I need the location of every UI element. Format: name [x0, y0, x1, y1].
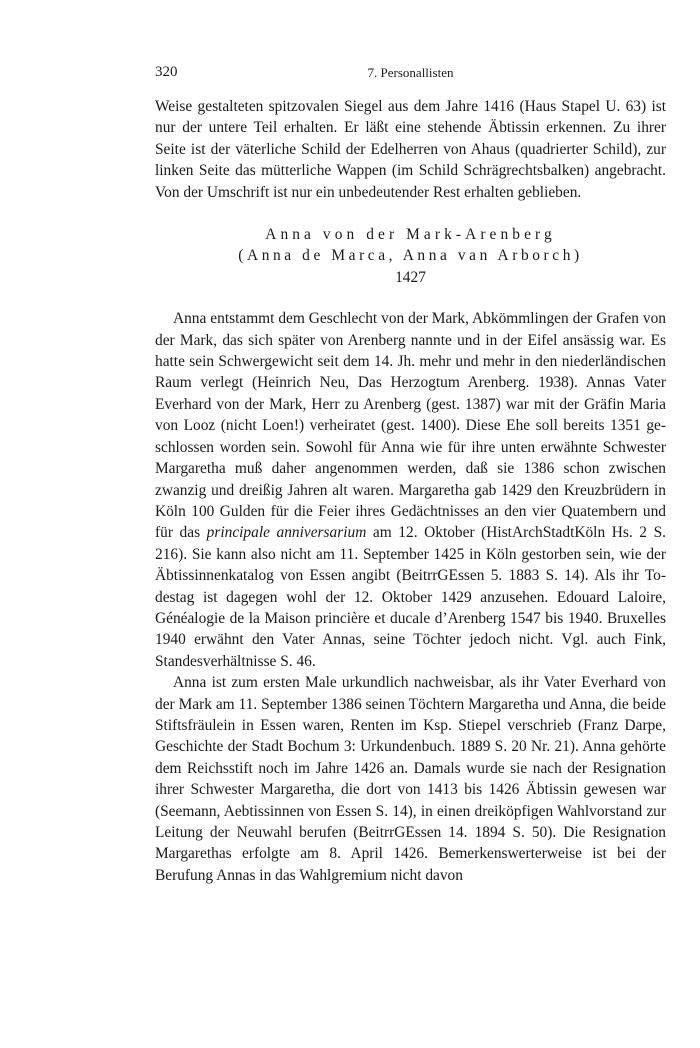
paragraph-family-text-2: am 12. Oktober (HistArchStadtKöln Hs. 2 S. 216). Sie kann also nicht am 11. September 1425 in Köln gestorben sein, wie der Äbtissinnenkatalog von Essen angibt (BeitrrGEssen 5. 1883 S. 14). Als ihr Todestag ist dagegen wohl der 12. Oktober 1429 anzusehen. Edouard Laloire, Généalogie de la Maison princière et ducale d’Arenberg 1547 bis 1940. Bruxelles 1940 erwähnt den Vater Annas, seine Töchter jedoch nicht. Vgl. auch Fink, Standesverhältnisse S. 46. [155, 524, 666, 670]
entry-heading [155, 224, 666, 288]
intro-paragraph: Weise gestalteten spitzovalen Siegel aus dem Jahre 1416 (Haus Stapel U. 63) ist nur der untere Teil erhalten. Er läßt eine stehende Äbtissin erkennen. Zu ihrer Seite ist der väterliche Schild der Edelherren von Ahaus (quadrierter Schild), zur linken Seite das mütterliche Wappen (im Schild Schrägrechtsbalken) angebracht. Von der Umschrift ist nur ein unbedeutender Rest erhalten geblieben. [155, 98, 666, 201]
book-page [155, 64, 666, 886]
entry-year: 1427 [395, 268, 426, 286]
paragraph-family-text-1: Anna entstammt dem Geschlecht von der Mark, Abkömmlingen der Grafen von der Mark, das sich später von Arenberg nannte und in der Eifel ansässig war. Es hatte sein Schwergewicht seit dem 14. Jh. mehr und mehr in den niederländischen Raum verlegt (Heinrich Neu, Das Herzogtum Arenberg. 1938). Annas Vater Everhard von der Mark, Herr zu Arenberg (gest. 1387) war mit der Gräfin Maria von Looz (nicht Loen!) verheiratet (gest. 1400). Diese Ehe soll bereits 1351 geschlossen worden sein. Sowohl für Anna wie für ihre unten erwähnte Schwester Margaretha muß daher angenommen werden, daß sie 1386 schon zwischen zwanzig und dreißig Jahren alt waren. Margaretha gab 1429 den Kreuzbrüdern in Köln 100 Gulden für die Feier ihres Gedächtnisses an den vier Quatembern und für das [155, 310, 666, 542]
entry-name: Anna von der Mark-Arenberg [265, 226, 556, 244]
running-head [155, 64, 666, 86]
page-number: 320 [155, 64, 178, 80]
paragraph-family [155, 308, 666, 672]
paragraph-records: Anna ist zum ersten Male urkundlich nachweisbar, als ihr Vater Everhard von der Mark am 11. September 1386 seinen Töchtern Margaretha und Anna, die beide Stiftsfräulein in Essen waren, Renten im Ksp. Stiepel verschrieb (Franz Darpe, Geschichte der Stadt Bochum 3: Urkundenbuch. 1889 S. 20 Nr. 21). Anna gehörte dem Reichsstift noch im Jahre 1426 an. Damals wurde sie nach der Resignation ihrer Schwester Margaretha, die dort von 1413 bis 1426 Äbtissin gewesen war (Seemann, Aebtissinnen von Essen S. 14), in einen dreiköpfigen Wahlvorstand zur Leitung der Neuwahl berufen (BeitrrGEssen 14. 1894 S. 50). Die Resignation Margarethas erfolgte am 8. April 1426. Bemerkenswerterweise ist bei der Berufung Annas in das Wahlgremium nicht davon [155, 674, 666, 884]
italic-term: principale anniversarium [206, 524, 367, 542]
entry-alt-names: (Anna de Marca, Anna van Arborch) [238, 247, 583, 265]
running-title: 7. Personallisten [367, 65, 454, 80]
